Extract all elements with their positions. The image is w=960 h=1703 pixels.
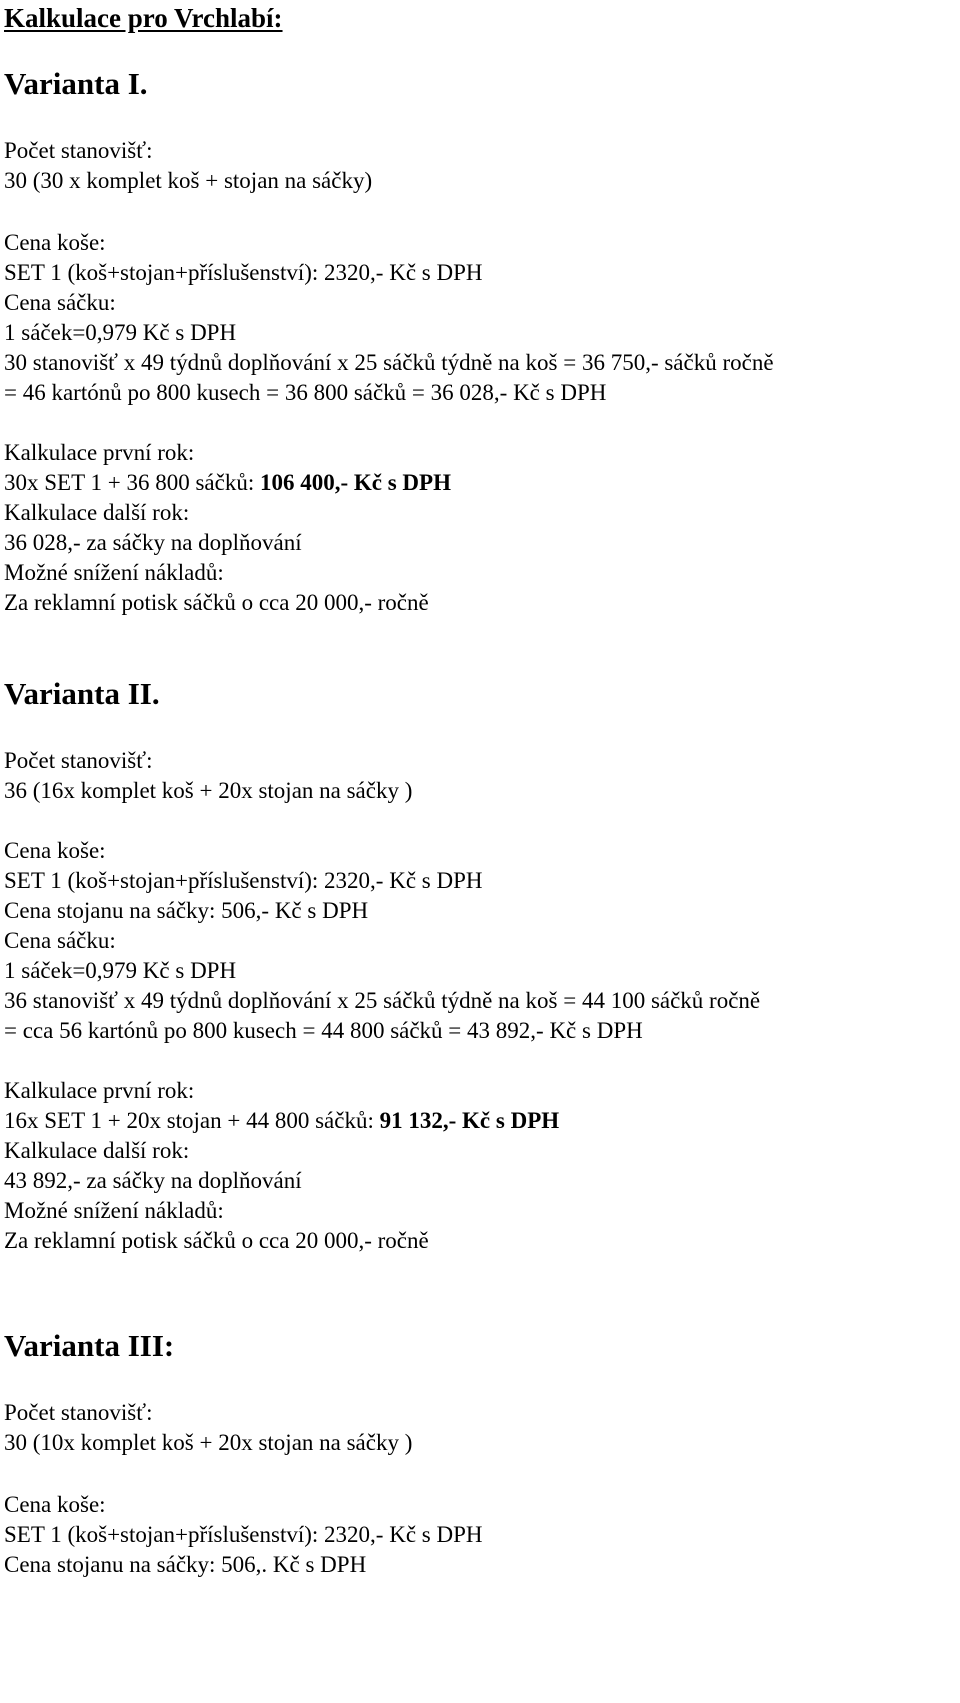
variant-1-next-year-label: Kalkulace další rok: — [4, 500, 190, 525]
variant-3-stand-price: Cena stojanu na sáčky: 506,. Kč s DPH — [4, 1552, 367, 1577]
variant-2-bag-price-label: Cena sáčku: — [4, 928, 116, 953]
variant-1-bin-price-label: Cena koše: — [4, 230, 106, 255]
variant-2-first-year-text: 16x SET 1 + 20x stojan + 44 800 sáčků: — [4, 1108, 380, 1133]
variant-1-set-price: SET 1 (koš+stojan+příslušenství): 2320,- Kč s DPH — [4, 260, 483, 285]
variant-2-stands-label: Počet stanovišť: — [4, 748, 153, 773]
document-title: Kalkulace pro Vrchlabí: — [4, 3, 283, 33]
variant-1-calc-line-2: = 46 kartónů po 800 kusech = 36 800 sáčků = 36 028,- Kč s DPH — [4, 380, 607, 405]
variant-1-reduction-label: Možné snížení nákladů: — [4, 560, 224, 585]
variant-2-first-year-label: Kalkulace první rok: — [4, 1078, 195, 1103]
variant-2-bin-price-label: Cena koše: — [4, 838, 106, 863]
variant-1-bag-price: 1 sáček=0,979 Kč s DPH — [4, 320, 237, 345]
variant-2-calc-line-1: 36 stanovišť x 49 týdnů doplňování x 25 sáčků týdně na koš = 44 100 sáčků ročně — [4, 988, 761, 1013]
variant-1-first-year-text: 30x SET 1 + 36 800 sáčků: — [4, 470, 260, 495]
variant-1-bag-price-label: Cena sáčku: — [4, 290, 116, 315]
variant-2-first-year-calc — [4, 1106, 559, 1136]
variant-1-stands-value: 30 (30 x komplet koš + stojan na sáčky) — [4, 168, 373, 193]
variant-1-stands-label: Počet stanovišť: — [4, 138, 153, 163]
variant-1-first-year-total: 106 400,- Kč s DPH — [259, 470, 451, 495]
variant-1-calc-line-1: 30 stanovišť x 49 týdnů doplňování x 25 sáčků týdně na koš = 36 750,- sáčků ročně — [4, 350, 774, 375]
variant-1-first-year-calc — [4, 468, 451, 498]
variant-3-bin-price-label: Cena koše: — [4, 1492, 106, 1517]
variant-1-heading: Varianta I. — [4, 66, 148, 101]
variant-3-heading: Varianta III: — [4, 1328, 175, 1363]
variant-1-next-year-text: 36 028,- za sáčky na doplňování — [4, 530, 302, 555]
variant-2-stands-value: 36 (16x komplet koš + 20x stojan na sáčky ) — [4, 778, 413, 803]
variant-2-first-year-total: 91 132,- Kč s DPH — [379, 1108, 560, 1133]
variant-2-next-year-label: Kalkulace další rok: — [4, 1138, 190, 1163]
variant-2-bag-price: 1 sáček=0,979 Kč s DPH — [4, 958, 237, 983]
variant-3-stands-value: 30 (10x komplet koš + 20x stojan na sáčky ) — [4, 1430, 413, 1455]
variant-2-calc-line-2: = cca 56 kartónů po 800 kusech = 44 800 sáčků = 43 892,- Kč s DPH — [4, 1018, 643, 1043]
variant-2-stand-price: Cena stojanu na sáčky: 506,- Kč s DPH — [4, 898, 369, 923]
variant-2-next-year-text: 43 892,- za sáčky na doplňování — [4, 1168, 302, 1193]
variant-2-heading: Varianta II. — [4, 676, 160, 711]
variant-2-reduction-text: Za reklamní potisk sáčků o cca 20 000,- ročně — [4, 1228, 429, 1253]
variant-3-stands-label: Počet stanovišť: — [4, 1400, 153, 1425]
variant-1-first-year-label: Kalkulace první rok: — [4, 440, 195, 465]
variant-3-set-price: SET 1 (koš+stojan+příslušenství): 2320,- Kč s DPH — [4, 1522, 483, 1547]
variant-2-reduction-label: Možné snížení nákladů: — [4, 1198, 224, 1223]
variant-2-set-price: SET 1 (koš+stojan+příslušenství): 2320,- Kč s DPH — [4, 868, 483, 893]
variant-1-reduction-text: Za reklamní potisk sáčků o cca 20 000,- ročně — [4, 590, 429, 615]
